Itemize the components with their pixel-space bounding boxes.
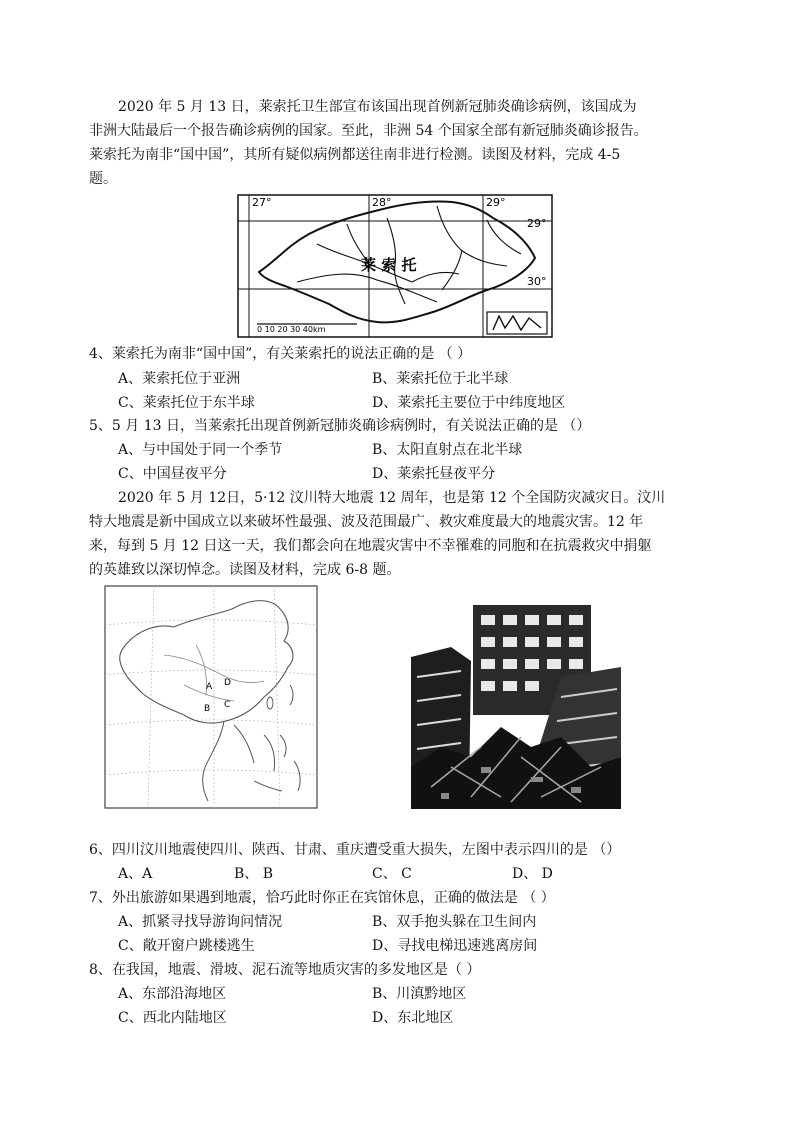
intro2-line2: 特大地震是新中国成立以来破坏性最强、波及范围最广、救灾难度最大的地震灾害。12 年 (89, 514, 644, 530)
q8-stem: 8、在我国，地震、滑坡、泥石流等地质灾害的多发地区是（ ） (89, 962, 481, 978)
q8-option-d[interactable]: D、东北地区 (372, 1010, 454, 1026)
intro1-line4: 题。 (89, 171, 117, 187)
intro1-line1: 2020 年 5 月 13 日，莱索托卫生部宣布该国出现首例新冠肺炎确诊病例，该国成为 (118, 99, 637, 115)
map-label-c: C (224, 700, 231, 710)
q7-option-a[interactable]: A、抓紧寻找导游询问情况 (118, 914, 283, 930)
lat-label-29: 29° (527, 217, 547, 230)
q7-option-c[interactable]: C、敞开窗户跳楼逃生 (118, 938, 255, 954)
q4-stem: 4、莱索托为南非“国中国”，有关莱索托的说法正确的是 （ ） (89, 346, 472, 362)
lat-label-30: 30° (527, 275, 547, 288)
map-label-b: B (204, 704, 211, 714)
intro1-line3: 莱索托为南非“国中国”，其所有疑似病例都送往南非进行检测。读图及材料，完成 4-5 (89, 147, 621, 163)
q5-option-a[interactable]: A、与中国处于同一个季节 (118, 442, 283, 458)
q5-option-c[interactable]: C、中国昼夜平分 (118, 466, 227, 482)
q5-option-d[interactable]: D、莱索托昼夜平分 (372, 466, 496, 482)
lon-label-29: 29° (486, 196, 506, 209)
q6-option-d[interactable]: D、 D (512, 866, 553, 882)
map-label-a: A (206, 682, 213, 692)
q5-option-b[interactable]: B、太阳直射点在北半球 (372, 442, 523, 458)
q5-stem: 5、5 月 13 日，当莱索托出现首例新冠肺炎确诊病例时，有关说法正确的是 （） (89, 418, 591, 434)
q4-option-a[interactable]: A、莱索托位于亚洲 (118, 371, 241, 387)
intro2-line4: 的英雄致以深切悼念。读图及材料，完成 6-8 题。 (89, 562, 401, 578)
q6-option-c[interactable]: C、 C (372, 866, 412, 882)
q4-option-d[interactable]: D、莱索托主要位于中纬度地区 (372, 395, 566, 411)
earthquake-ruins-photo (411, 597, 621, 809)
q4-option-c[interactable]: C、莱索托位于东半球 (118, 395, 255, 411)
lesotho-map (237, 194, 553, 338)
q8-option-c[interactable]: C、西北内陆地区 (118, 1010, 227, 1026)
scale-bar-label: 0 10 20 30 40km (257, 325, 326, 334)
lon-label-28: 28° (372, 196, 392, 209)
map-label-d: D (224, 678, 231, 688)
q6-option-b[interactable]: B、 B (234, 866, 274, 882)
q6-stem: 6、四川汶川地震使四川、陕西、甘肃、重庆遭受重大损失，左图中表示四川的是 （） (89, 842, 621, 858)
china-map (104, 585, 318, 809)
q7-option-d[interactable]: D、寻找电梯迅速逃离房间 (372, 938, 538, 954)
q4-option-b[interactable]: B、莱索托位于北半球 (372, 371, 509, 387)
q8-option-a[interactable]: A、东部沿海地区 (118, 986, 227, 1002)
q7-option-b[interactable]: B、双手抱头躲在卫生间内 (372, 914, 537, 930)
lon-label-27: 27° (252, 196, 272, 209)
intro1-line2: 非洲大陆最后一个报告确诊病例的国家。至此，非洲 54 个国家全部有新冠肺炎确诊报告。 (89, 123, 648, 139)
intro2-line3: 来，每到 5 月 12 日这一天，我们都会向在地震灾害中不幸罹难的同胞和在抗震救灾中捐躯 (89, 538, 652, 554)
country-label: 莱 索 托 (361, 256, 417, 274)
q8-option-b[interactable]: B、川滇黔地区 (372, 986, 467, 1002)
intro2-line1: 2020 年 5 月 12日，5·12 汶川特大地震 12 周年，也是第 12 个全国防灾减灾日。汶川 (118, 490, 666, 506)
q6-option-a[interactable]: A、A (118, 866, 153, 882)
q7-stem: 7、外出旅游如果遇到地震，恰巧此时你正在宾馆休息，正确的做法是 （ ） (89, 890, 555, 906)
